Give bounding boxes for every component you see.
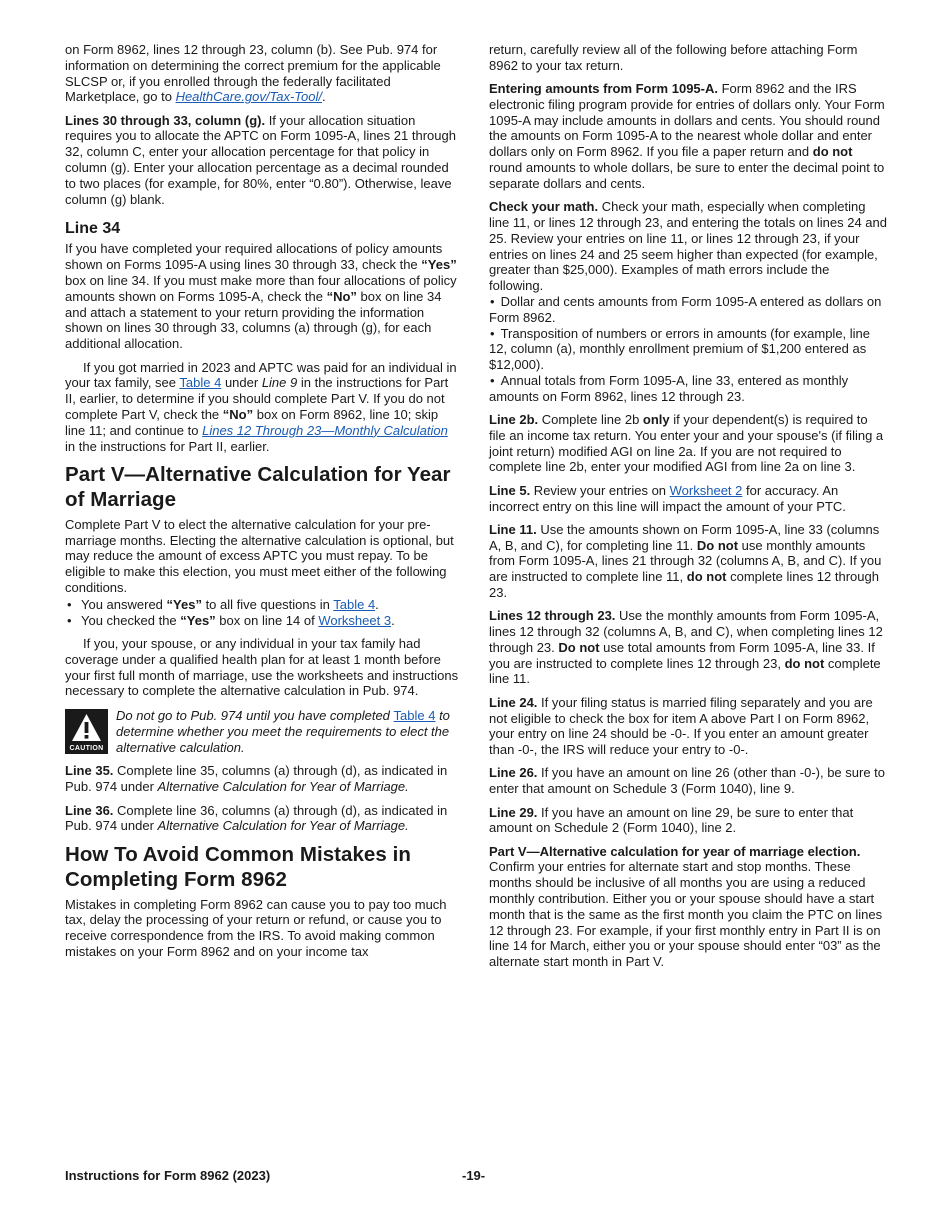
paragraph-married: If you got married in 2023 and APTC was paid for an individual in your tax family, see Table 4 under Line 9 in the instructions for Part II, earlier, to determine if you should complete Part V. If you do not complete Part V, check the “No” box on Form 8962, line 10; skip line 11; and continue to Lines 12 Through 23—Monthly Calculation in the instructions for Part II, earlier. xyxy=(65,359,457,454)
math-errors-list xyxy=(489,294,887,405)
paragraph-lines-12-23: Lines 12 through 23. Use the monthly amounts from Form 1095-A, lines 12 through 32 (columns A, B, and C), when completing lines 12 through 23. Do not use total amounts from Form 1095-A, line 33. If you are instructed to complete lines 12 through 23, do not complete line 11. xyxy=(489,608,883,687)
paragraph-entering-amounts: Entering amounts from Form 1095-A. Form 8962 and the IRS electronic filing program provide for entries of dollars only. Your Form 1095-A may include amounts in dollars and cents. You should round the amounts on Form 1095-A to the nearest whole dollar and enter dollars only on Form 8962. If you file a paper return and do not round amounts to whole dollars, be sure to enter the decimal point to separate dollars and cents. xyxy=(489,81,885,191)
left-column xyxy=(65,42,460,967)
list-item: • You checked the “Yes” box on line 14 of Worksheet 3. xyxy=(65,613,460,629)
paragraph-part-v-election: Part V—Alternative calculation for year of marriage election. Confirm your entries for alternate start and stop months. These months should be inclusive of all months you are using a reduced monthly contribution. Either you or your spouse should have a start month that is the same as the first month you claim the PTC on lines 12 through 23. For example, if your first monthly entry in Part II is on line 14 for March, either you or your spouse should enter “03” as the alternate start month in Part V. xyxy=(489,843,883,970)
paragraph-line-35: Line 35. Complete line 35, columns (a) through (d), as indicated in Pub. 974 under Alternative Calculation for Year of Marriage. xyxy=(65,763,448,795)
conditions-list xyxy=(65,597,460,629)
list-item: • Transposition of numbers or errors in amounts (for example, line 12, column (a), monthly enrollment premium of $1,200 entered as $12,000). xyxy=(489,326,887,373)
paragraph-line-34: If you have completed your required allocations of policy amounts shown on Forms 1095-A using lines 30 through 33, check the “Yes” box on line 34. If you must make more than four allocations of policy amounts shown on Forms 1095-A, check the “No” box on line 34 and attach a statement to your return providing the information shown on lines 30 through 33, columns (a) through (g), for each additional allocation. xyxy=(65,241,457,352)
paragraph-line-29: Line 29. If you have an amount on line 29, be sure to enter that amount on Schedule 2 (Form 1040), line 2. xyxy=(489,804,854,836)
caution-text: Do not go to Pub. 974 until you have completed Table 4 to determine whether you meet the requirements to elect the alternative calculation. xyxy=(116,708,450,755)
heading-common-mistakes: How To Avoid Common Mistakes in Completing Form 8962 xyxy=(65,842,411,892)
paragraph-line-26: Line 26. If you have an amount on line 26 (other than -0-), be sure to enter that amount on Schedule 3 (Form 1040), line 9. xyxy=(489,765,886,797)
heading-line-34: Line 34 xyxy=(65,220,121,238)
table-4-link[interactable]: Table 4 xyxy=(333,596,376,612)
paragraph-lines-30-33: Lines 30 through 33, column (g). If your allocation situation requires you to allocate the APTC on Form 1095-A, lines 21 through 32, column C, enter your allocation percentage for that policy in column (g). Enter your allocation percentage as a decimal rounded to two places (for example, for 80%, enter “0.80”). Otherwise, leave column (g) blank. xyxy=(65,112,456,207)
list-item: • Annual totals from Form 1095-A, line 33, entered as monthly amounts on Form 8962, lines 12 through 23. xyxy=(489,373,887,405)
paragraph-coverage: If you, your spouse, or any individual in your tax family had coverage under a qualified health plan for at least 1 month before your first full month of marriage, use the worksheets and instructions necessary to complete the alternative calculation in Pub. 974. xyxy=(65,635,459,699)
list-item: • You answered “Yes” to all five questions in Table 4. xyxy=(65,597,460,613)
worksheet-3-link[interactable]: Worksheet 3 xyxy=(318,612,392,628)
paragraph-check-math: Check your math. Check your math, especially when completing line 11, or lines 12 through 23, and entering the totals on lines 24 and 25. Review your entries on line 11, or lines 12 through 23, if your entries on lines 24 and 25 seem higher than expected (for example, greater than $25,000). Examples of math errors include the following. xyxy=(489,199,887,294)
paragraph-mistakes: Mistakes in completing Form 8962 can cause you to pay too much tax, delay the processing of your return or refund, or cause you to receive correspondence from the IRS. To avoid making common mistakes on your Form 8962 and on your income tax xyxy=(65,896,447,960)
paragraph-line-5: Line 5. Review your entries on Worksheet 2 for accuracy. An incorrect entry on this line will impact the amount of your PTC. xyxy=(489,482,846,514)
right-column xyxy=(489,42,887,978)
form-title: Instructions for Form 8962 (2023) xyxy=(65,1168,271,1183)
table-4-link[interactable]: Table 4 xyxy=(179,375,222,391)
worksheet-2-link[interactable]: Worksheet 2 xyxy=(669,482,743,498)
page-number: -19- xyxy=(462,1168,486,1183)
lines-12-23-link[interactable]: Lines 12 Through 23—Monthly Calculation xyxy=(202,422,448,438)
paragraph: on Form 8962, lines 12 through 23, column (b). See Pub. 974 for information on determining the correct premium for the applicable SLCSP or, if you enrolled through the federally facilitated Marketplace, go to HealthCare.gov/Tax-Tool/. xyxy=(65,42,441,105)
list-item: • Dollar and cents amounts from Form 1095-A entered as dollars on Form 8962. xyxy=(489,294,887,326)
paragraph-line-2b: Line 2b. Complete line 2b only if your dependent(s) is required to file an income tax return. You enter your and your spouse's (if filing a joint return) modified AGI on line 2a. If you are not required to complete line 2b, enter your modified AGI from line 2a on line 3. xyxy=(489,412,884,475)
paragraph-part-v: Complete Part V to elect the alternative calculation for your pre-marriage months. Electing the alternative calculation is optional, but may reduce the amount of excess APTC you must repay. To be eligible to make this election, you must meet either of the following conditions. xyxy=(65,516,454,596)
paragraph-line-24: Line 24. If your filing status is married filing separately and you are not eligible to check the box for item A above Part I on Form 8962, your entry on line 24 should be -0-. If you enter an amount greater than -0-, the IRS will reduce your entry to -0-. xyxy=(489,694,873,758)
caution-icon: CAUTION xyxy=(65,709,108,754)
healthcare-tax-tool-link[interactable]: HealthCare.gov/Tax-Tool/ xyxy=(175,89,323,105)
page-footer xyxy=(65,1168,887,1183)
paragraph-line-36: Line 36. Complete line 36, columns (a) through (d), as indicated in Pub. 974 under Alternative Calculation for Year of Marriage. xyxy=(65,802,448,834)
heading-part-v: Part V—Alternative Calculation for Year of Marriage xyxy=(65,462,451,512)
paragraph: return, carefully review all of the following before attaching Form 8962 to your tax return. xyxy=(489,42,858,73)
paragraph-line-11: Line 11. Use the amounts shown on Form 1095-A, line 33 (columns A, B, and C), for completing line 11. Do not use monthly amounts from Form 1095-A, lines 21 through 32 (columns A, B, and C). If you are instructed to complete line 11, do not complete lines 12 through 23. xyxy=(489,521,882,600)
caution-note xyxy=(65,708,460,755)
table-4-link[interactable]: Table 4 xyxy=(393,708,436,724)
